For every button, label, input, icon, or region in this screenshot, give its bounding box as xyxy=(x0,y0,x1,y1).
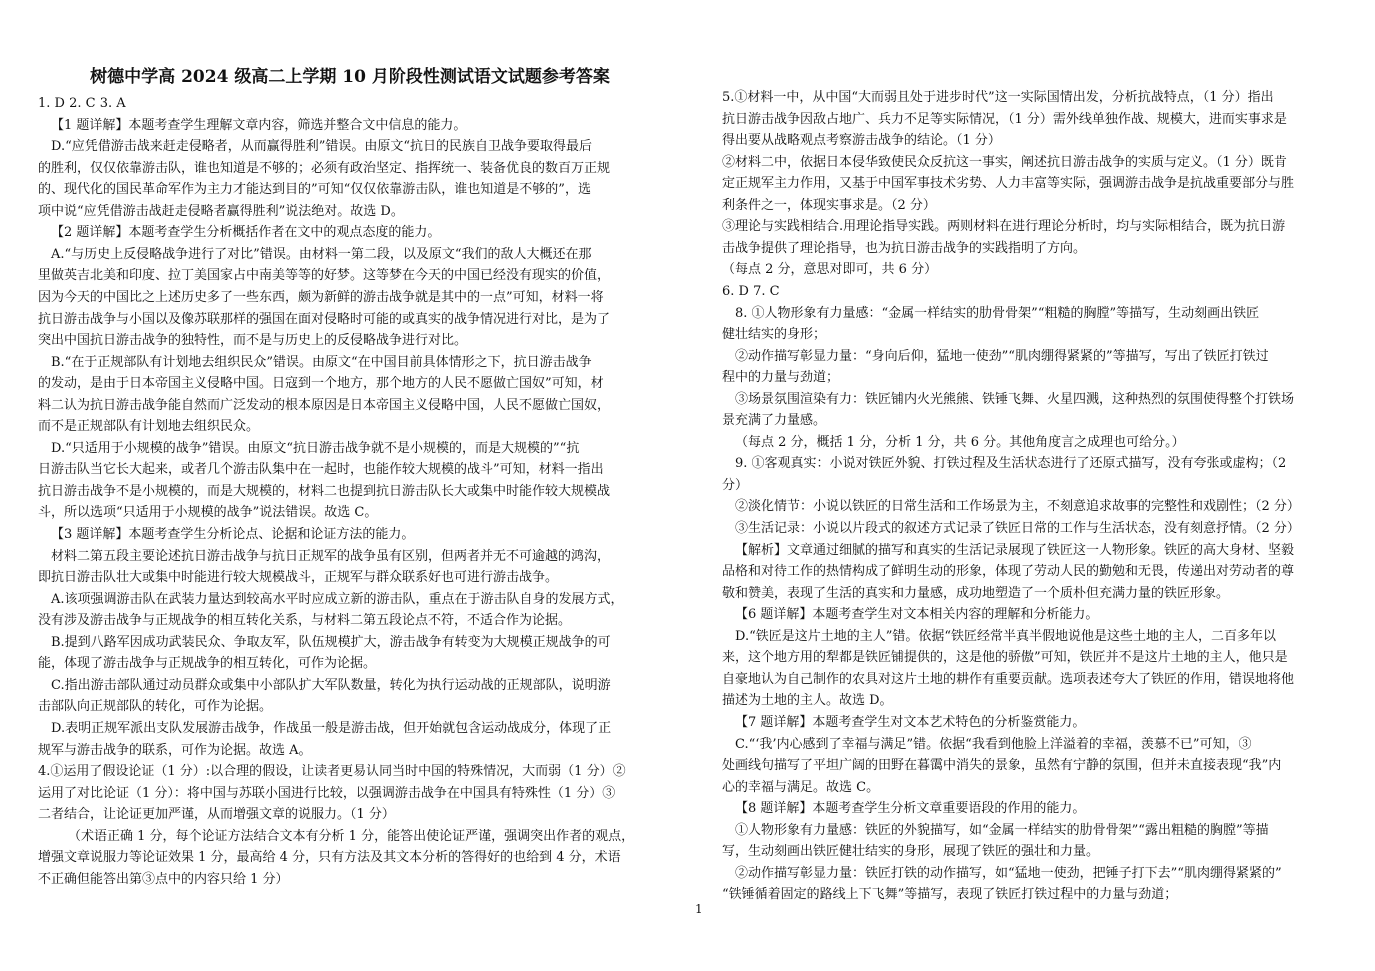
text-line: 敬和赞美，表现了生活的真实和力量感，成功地塑造了一个质朴但充满力量的铁匠形象。 xyxy=(722,585,1230,601)
text-line: 健壮结实的身形； xyxy=(722,327,827,343)
text-line: D.“只适用于小规模的战争”错误。由原文“抗日游击战争就不是小规模的，而是大规模的”“抗 xyxy=(51,440,580,456)
text-line: 突出中国抗日游击战争的独特性，而不是与历史上的反侵略战争进行对比。 xyxy=(38,333,468,349)
text-line: 【6 题详解】本题考查学生对文本相关内容的理解和分析能力。 xyxy=(735,607,1099,623)
text-line: 斗，所以选项“只适用于小规模的战争”说法错误。故选 C。 xyxy=(38,505,378,521)
text-line: ②材料二中，依据日本侵华致使民众反抗这一事实，阐述抗日游击战争的实质与定义。（1 分）既肯 xyxy=(722,154,1287,170)
text-line: 二者结合，让论证更加严谨，从而增强文章的说服力。（1 分） xyxy=(38,807,395,823)
text-line: 增强文章说服力等论证效果 1 分，最高给 4 分，只有方法及其文本分析的答得好的也给到 4 分，术语 xyxy=(38,850,621,866)
text-line: B.提到八路军因成功武装民众、争取友军，队伍规模扩大，游击战争有转变为大规模正规战争的可 xyxy=(51,634,611,650)
text-line: D.表明正规军派出支队发展游击战争，作战虽一般是游击战，但开始就包含运动战成分，体现了正 xyxy=(51,720,612,736)
text-line: 【8 题详解】本题考查学生分析文章重要语段的作用的能力。 xyxy=(735,801,1086,817)
text-line: C.指出游击部队通过动员群众或集中小部队扩大军队数量，转化为执行运动战的正规部队，说明游 xyxy=(51,677,611,693)
text-line: D.“应凭借游击战来赶走侵略者，从而赢得胜利”错误。由原文“抗日的民族自卫战争要取得最后 xyxy=(51,139,593,155)
text-line: 【1 题详解】本题考查学生理解文章内容，筛选并整合文中信息的能力。 xyxy=(51,117,467,133)
text-line: 8. ①人物形象有力量感：“金属一样结实的肋骨骨架”“粗糙的胸膛”等描写，生动刻画出铁匠 xyxy=(735,305,1260,321)
page-number: 1 xyxy=(695,902,703,916)
text-line: 抗日游击战争不是小规模的，而是大规模的，材料二也提到抗日游击队长大或集中时能作较大规模战 xyxy=(38,483,611,499)
text-line: 的发动，是由于日本帝国主义侵略中国。日寇到一个地方，那个地方的人民不愿做亡国奴”可知，材 xyxy=(38,376,604,392)
text-line: 利条件之一，体现实事求是。（2 分） xyxy=(722,197,936,213)
text-line: 程中的力量与劲道； xyxy=(722,370,840,386)
text-line: 项中说“应凭借游击战赶走侵略者赢得胜利”说法绝对。故选 D。 xyxy=(38,203,404,219)
text-line: （术语正确 1 分，每个论证方法结合文本有分析 1 分，能答出使论证严谨，强调突出作者的观点， xyxy=(68,828,635,844)
text-line: 5.①材料一中，从中国“大而弱且处于进步时代”这一实际国情出发，分析抗战特点，（1 分）指出 xyxy=(722,90,1274,105)
text-line: 【7 题详解】本题考查学生对文本艺术特色的分析鉴赏能力。 xyxy=(735,714,1086,730)
text-line: 写，生动刻画出铁匠健壮结实的身形，展现了铁匠的强壮和力量。 xyxy=(722,844,1100,860)
text-line: 即抗日游击队壮大或集中时能进行较大规模战斗，正规军与群众联系好也可进行游击战争。 xyxy=(38,570,559,586)
text-line: 4.①运用了假设论证（1 分）:以合理的假设，让读者更易认同当时中国的特殊情况，大而弱（1 分）② xyxy=(38,764,626,780)
text-line: ③生活记录：小说以片段式的叙述方式记录了铁匠日常的工作与生活状态，没有刻意抒情。（2 分） xyxy=(735,521,1300,536)
text-line: （每点 2 分，意思对即可，共 6 分） xyxy=(722,262,938,278)
text-line: 运用了对比论证（1 分）：将中国与苏联小国进行比较，以强调游击战争在中国具有特殊性（1 分）③ xyxy=(38,785,616,801)
text-line: 材料二第五段主要论述抗日游击战争与抗日正规军的战争虽有区别，但两者并无不可逾越的鸿沟， xyxy=(51,548,611,564)
text-line: 的、现代化的国民革命军作为主力才能达到目的”可知“仅仅依靠游击队，谁也知道是不够的”，选 xyxy=(38,182,591,198)
text-line: ②淡化情节：小说以铁匠的日常生活和工作场景为主，不刻意追求故事的完整性和戏剧性；（2 分） xyxy=(735,499,1300,515)
text-line: 抗日游击战争因敌占地广、兵力不足等实际情况，（1 分）需外线单独作战、规模大，进而实事求是 xyxy=(722,111,1287,127)
text-line: 分） xyxy=(722,477,749,493)
text-line: 6. D 7. C xyxy=(722,283,780,299)
text-line: 抗日游击战争与小国以及像苏联那样的强国在面对侵略时可能的或真实的战争情况进行对比，是为了 xyxy=(38,311,611,327)
text-line: 【2 题详解】本题考查学生分析概括作者在文中的观点态度的能力。 xyxy=(51,225,441,241)
text-line: （每点 2 分，概括 1 分，分析 1 分，共 6 分。其他角度言之成理也可给分。） xyxy=(735,434,1185,450)
text-line: 不正确但能答出第③点中的内容只给 1 分） xyxy=(38,871,289,887)
text-line: ②动作描写彰显力量：“身向后仰，猛地一使劲”“肌肉绷得紧紧的”等描写，写出了铁匠打铁过 xyxy=(735,348,1269,364)
text-line: 的胜利，仅仅依靠游击队，谁也知道是不够的；必须有政治坚定、指挥统一、装备优良的数百万正规 xyxy=(38,160,611,176)
text-line: 1. D 2. C 3. A xyxy=(38,96,126,111)
text-line: 而不是正规部队有计划地去组织民众。 xyxy=(38,419,260,435)
text-line: 处画线句描写了平坦广阔的田野在暮霭中消失的景象，虽然有宁静的氛围，但并未直接表现“我”内 xyxy=(722,758,1282,774)
text-line: 料二认为抗日游击战争能自然而广泛发动的根本原因是日本帝国主义侵略中国，人民不愿做亡国奴， xyxy=(38,397,611,413)
text-line: ①人物形象有力量感：铁匠的外貌描写，如“金属一样结实的肋骨骨架”“露出粗糙的胸膛”等描 xyxy=(735,822,1269,838)
text-line: 【解析】文章通过细腻的描写和真实的生活记录展现了铁匠这一人物形象。铁匠的高大身材、坚毅 xyxy=(735,542,1295,558)
text-line: 击战争提供了理论指导，也为抗日游击战争的实践指明了方向。 xyxy=(722,240,1087,256)
text-line: 规军与游击战争的联系，可作为论据。故选 A。 xyxy=(38,742,312,758)
text-line: 自豪地认为自己制作的农具对这片土地的耕作有重要贡献。选项表述夸大了铁匠的作用，错误地将他 xyxy=(722,671,1295,687)
text-line: 定正规军主力作用，又基于中国军事技术劣势、人力丰富等实际，强调游击战争是抗战重要部分与胜 xyxy=(722,176,1295,192)
text-line: ③理论与实践相结合.用理论指导实践。两则材料在进行理论分析时，均与实际相结合，既为抗日游 xyxy=(722,219,1286,235)
text-line: 能，体现了游击战争与正规战争的相互转化，可作为论据。 xyxy=(38,656,377,672)
text-line: 景充满了力量感。 xyxy=(722,413,827,429)
text-line: D.“铁匠是这片土地的主人”错。依据“铁匠经常半真半假地说他是这些土地的主人，二百多年以 xyxy=(735,628,1277,644)
text-line: 9. ①客观真实：小说对铁匠外貌、打铁过程及生活状态进行了还原式描写，没有夸张或虚构；（2 xyxy=(735,456,1287,472)
text-line: 心的幸福与满足。故选 C。 xyxy=(722,779,880,795)
text-line: B.“在于正规部队有计划地去组织民众”错误。由原文“在中国目前具体情形之下，抗日游击战争 xyxy=(51,354,592,370)
text-line: A.“与历史上反侵略战争进行了对比”错误。由材料一第二段，以及原文“我们的敌人大概还在那 xyxy=(51,246,592,262)
text-line: 来，这个地方用的犁都是铁匠铺提供的，这是他的骄傲”可知，铁匠并不是这片土地的主人，他只是 xyxy=(722,650,1288,666)
text-line: ③场景氛围渲染有力：铁匠铺内火光熊熊、铁锤飞舞、火星四溅，这种热烈的氛围使得整个打铁场 xyxy=(735,391,1295,407)
text-line: 因为今天的中国比之上述历史多了一些东西，颇为新鲜的游击战争就是其中的一点”可知，材料一将 xyxy=(38,289,604,305)
text-line: 没有涉及游击战争与正规战争的相互转化关系，与材料二第五段论点不符，不适合作为论据。 xyxy=(38,613,572,629)
text-line: 得出要从战略观点考察游击战争的结论。（1 分） xyxy=(722,133,1001,149)
document-title: 树德中学高 2024 级高二上学期 10 月阶段性测试语文试题参考答案 xyxy=(90,67,610,87)
text-line: 【3 题详解】本题考查学生分析论点、论据和论证方法的能力。 xyxy=(51,527,415,542)
text-line: A.该项强调游击队在武装力量达到较高水平时应成立新的游击队，重点在于游击队自身的发展方式， xyxy=(51,591,624,607)
text-line: 描述为土地的主人。故选 D。 xyxy=(722,693,893,709)
text-line: “铁锤循着固定的路线上下飞舞”等描写，表现了铁匠打铁过程中的力量与劲道； xyxy=(722,887,1178,903)
text-line: 品格和对待工作的热情构成了鲜明生动的形象，体现了劳动人民的勤勉和无畏，传递出对劳动者的尊 xyxy=(722,564,1295,580)
text-line: 击部队向正规部队的转化，可作为论据。 xyxy=(38,699,273,715)
text-line: 日游击队当它长大起来，或者几个游击队集中在一起时，也能作较大规模的战斗”可知，材料一指出 xyxy=(38,462,604,478)
text-line: ②动作描写彰显力量：铁匠打铁的动作描写，如“猛地一使劲，把锤子打下去”“肌肉绷得紧紧的” xyxy=(735,865,1282,881)
text-line: C.“‘我’内心感到了幸福与满足”错。依据“我看到他脸上洋溢着的幸福，羡慕不已”可知，③ xyxy=(735,736,1252,752)
text-line: 里做英吉北美和印度、拉丁美国家占中南美等等的好梦。这等梦在今天的中国已经没有现实的价值， xyxy=(38,268,611,284)
